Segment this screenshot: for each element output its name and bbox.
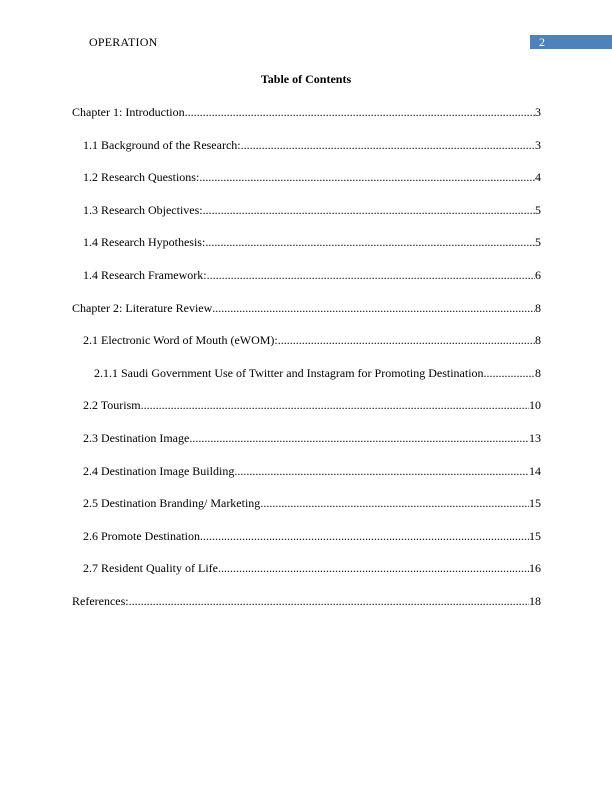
toc-dot-leader xyxy=(484,366,535,381)
toc-entry-title: 2.3 Destination Image xyxy=(83,430,190,445)
toc-entry-page: 8 xyxy=(535,333,541,348)
toc-dot-leader xyxy=(203,203,535,218)
toc-entry-page: 4 xyxy=(535,170,541,185)
toc-entry-title: Chapter 2: Literature Review xyxy=(72,300,213,315)
toc-entry-page: 10 xyxy=(529,398,541,413)
toc-entry-title: 2.6 Promote Destination xyxy=(83,528,200,543)
toc-dot-leader xyxy=(189,431,529,446)
toc-entry[interactable] xyxy=(72,268,541,301)
toc-dot-leader xyxy=(260,496,529,511)
toc-dot-leader xyxy=(200,529,529,544)
toc-entry-page: 15 xyxy=(529,496,541,511)
page-number-badge: 2 xyxy=(530,35,612,49)
toc-entry[interactable] xyxy=(72,333,541,366)
toc-entry-title: 2.2 Tourism xyxy=(83,398,141,413)
toc-entry-title: 1.2 Research Questions: xyxy=(83,170,200,185)
running-header-title: OPERATION xyxy=(89,35,158,49)
toc-entry-title: References: xyxy=(72,593,129,608)
toc-dot-leader xyxy=(129,594,529,609)
toc-dot-leader xyxy=(241,138,535,153)
toc-entry-page: 8 xyxy=(535,300,541,315)
toc-entry[interactable] xyxy=(72,529,541,562)
toc-entry-title: 1.1 Background of the Research: xyxy=(83,137,241,152)
toc-entry[interactable] xyxy=(72,138,541,171)
toc-entry-title: 1.3 Research Objectives: xyxy=(83,202,203,217)
toc-entry-page: 14 xyxy=(529,463,541,478)
toc-entry-page: 3 xyxy=(535,105,541,119)
toc-entry-title: 2.5 Destination Branding/ Marketing xyxy=(83,496,261,511)
toc-entry-page: 16 xyxy=(529,561,541,576)
toc-entry-page: 5 xyxy=(535,235,541,250)
toc-entry-title: 1.4 Research Framework: xyxy=(83,267,207,282)
toc-entry[interactable] xyxy=(72,301,541,334)
toc-entry[interactable] xyxy=(72,561,541,594)
toc-entry-page: 8 xyxy=(535,365,541,380)
toc-dot-leader xyxy=(278,333,535,348)
toc-dot-leader xyxy=(207,268,535,283)
toc-entry-page: 15 xyxy=(529,528,541,543)
toc-entry[interactable] xyxy=(72,105,541,138)
toc-entry[interactable] xyxy=(72,464,541,497)
toc-entry[interactable] xyxy=(72,431,541,464)
toc-entry[interactable] xyxy=(72,170,541,203)
toc-entry-page: 6 xyxy=(535,267,541,282)
toc-dot-leader xyxy=(141,398,529,413)
toc-entry-title: 2.7 Resident Quality of Life xyxy=(83,561,218,576)
toc-entry[interactable] xyxy=(72,366,541,399)
toc-entry[interactable] xyxy=(72,398,541,431)
toc-dot-leader xyxy=(234,464,529,479)
toc-entry-page: 13 xyxy=(529,430,541,445)
toc-entry-title: Chapter 1: Introduction xyxy=(72,105,185,119)
toc-entry-title: 1.4 Research Hypothesis: xyxy=(83,235,206,250)
toc-entry[interactable] xyxy=(72,594,541,627)
toc-dot-leader xyxy=(218,561,529,576)
toc-entry-page: 3 xyxy=(535,137,541,152)
toc-dot-leader xyxy=(205,235,535,250)
toc-entry-title: 2.1.1 Saudi Government Use of Twitter and Instagram for Promoting Destination xyxy=(94,365,484,380)
toc-entry-title: 2.4 Destination Image Building xyxy=(83,463,235,478)
toc-entry[interactable] xyxy=(72,203,541,236)
toc-entry-page: 5 xyxy=(535,202,541,217)
toc-entry[interactable] xyxy=(72,496,541,529)
toc-dot-leader xyxy=(199,170,535,185)
toc-dot-leader xyxy=(212,301,535,316)
table-of-contents xyxy=(72,105,541,627)
toc-entry-title: 2.1 Electronic Word of Mouth (eWOM): xyxy=(83,333,278,348)
toc-heading: Table of Contents xyxy=(260,72,352,86)
toc-dot-leader xyxy=(185,105,535,120)
toc-entry[interactable] xyxy=(72,235,541,268)
toc-entry-page: 18 xyxy=(529,593,541,608)
